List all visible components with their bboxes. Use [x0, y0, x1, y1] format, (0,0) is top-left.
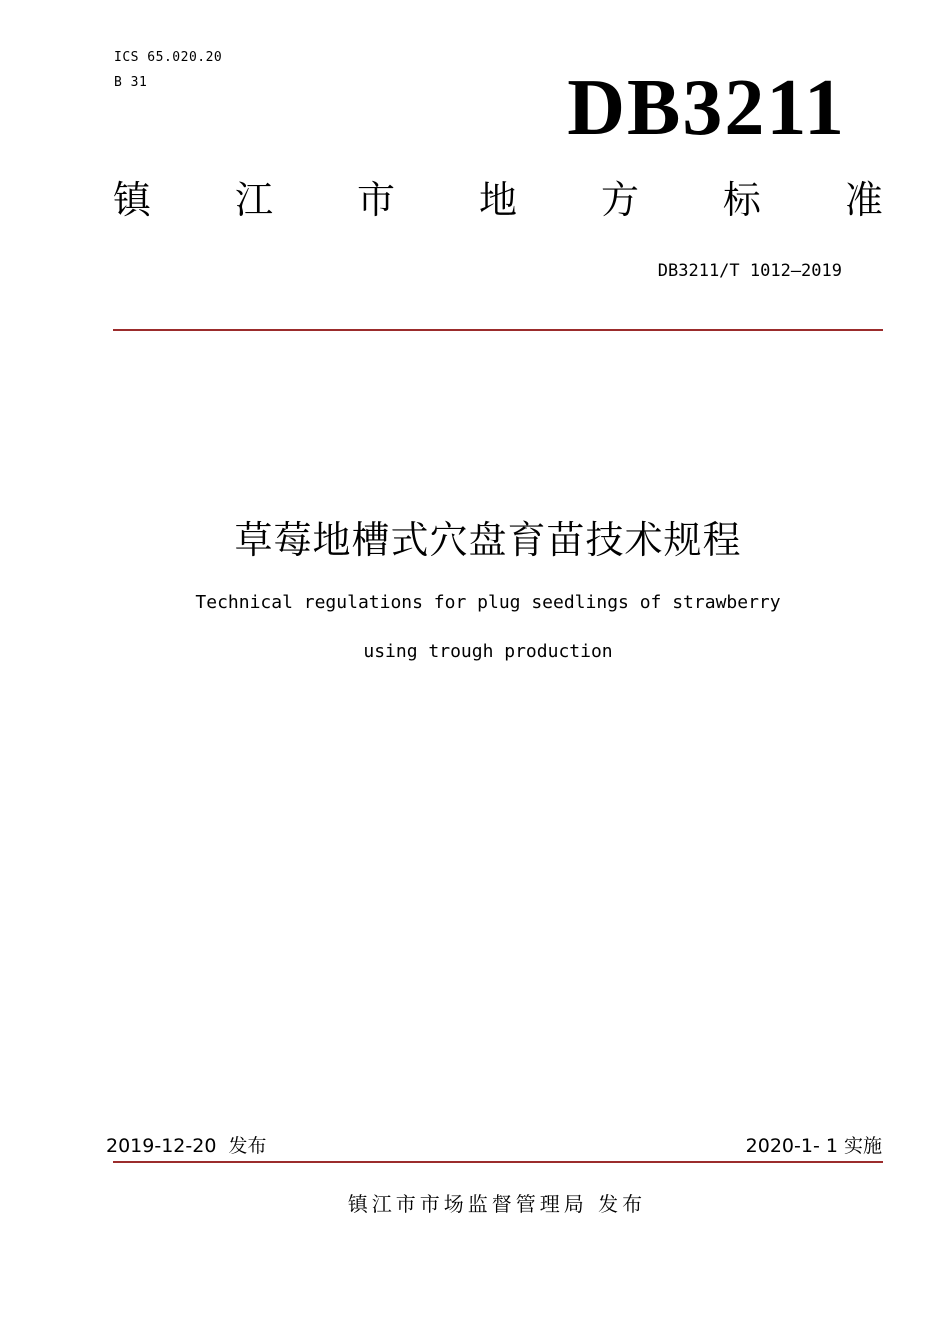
standard-type-char: 江 — [234, 178, 273, 222]
document-title-english-line1: Technical regulations for plug seedlings of strawberry — [195, 592, 781, 613]
standard-code-mark: DB3211 — [567, 64, 846, 152]
document-title-chinese: 草莓地槽式穴盘育苗技术规程 — [234, 518, 742, 562]
standard-type-char: 准 — [844, 178, 883, 222]
standard-type-char: 标 — [722, 178, 761, 222]
document-title-english-line2: using trough production — [363, 641, 613, 662]
standard-type-char: 市 — [356, 178, 395, 222]
implementation-date: 2020-1- 1 实施 — [745, 1135, 882, 1157]
standard-number: DB3211/T 1012—2019 — [657, 261, 842, 281]
top-divider — [113, 329, 883, 331]
issue-date: 2019-12-20 发布 — [106, 1135, 267, 1157]
publisher: 镇江市市场监督管理局 发布 — [347, 1192, 647, 1216]
standard-type-heading — [113, 174, 883, 226]
ics-code: ICS 65.020.20 — [114, 50, 223, 65]
standard-type-char: 镇 — [113, 178, 152, 222]
standard-type-char: 地 — [478, 178, 517, 222]
standard-type-char: 方 — [600, 178, 639, 222]
ccs-code: B 31 — [114, 75, 148, 90]
bottom-divider — [113, 1161, 883, 1163]
